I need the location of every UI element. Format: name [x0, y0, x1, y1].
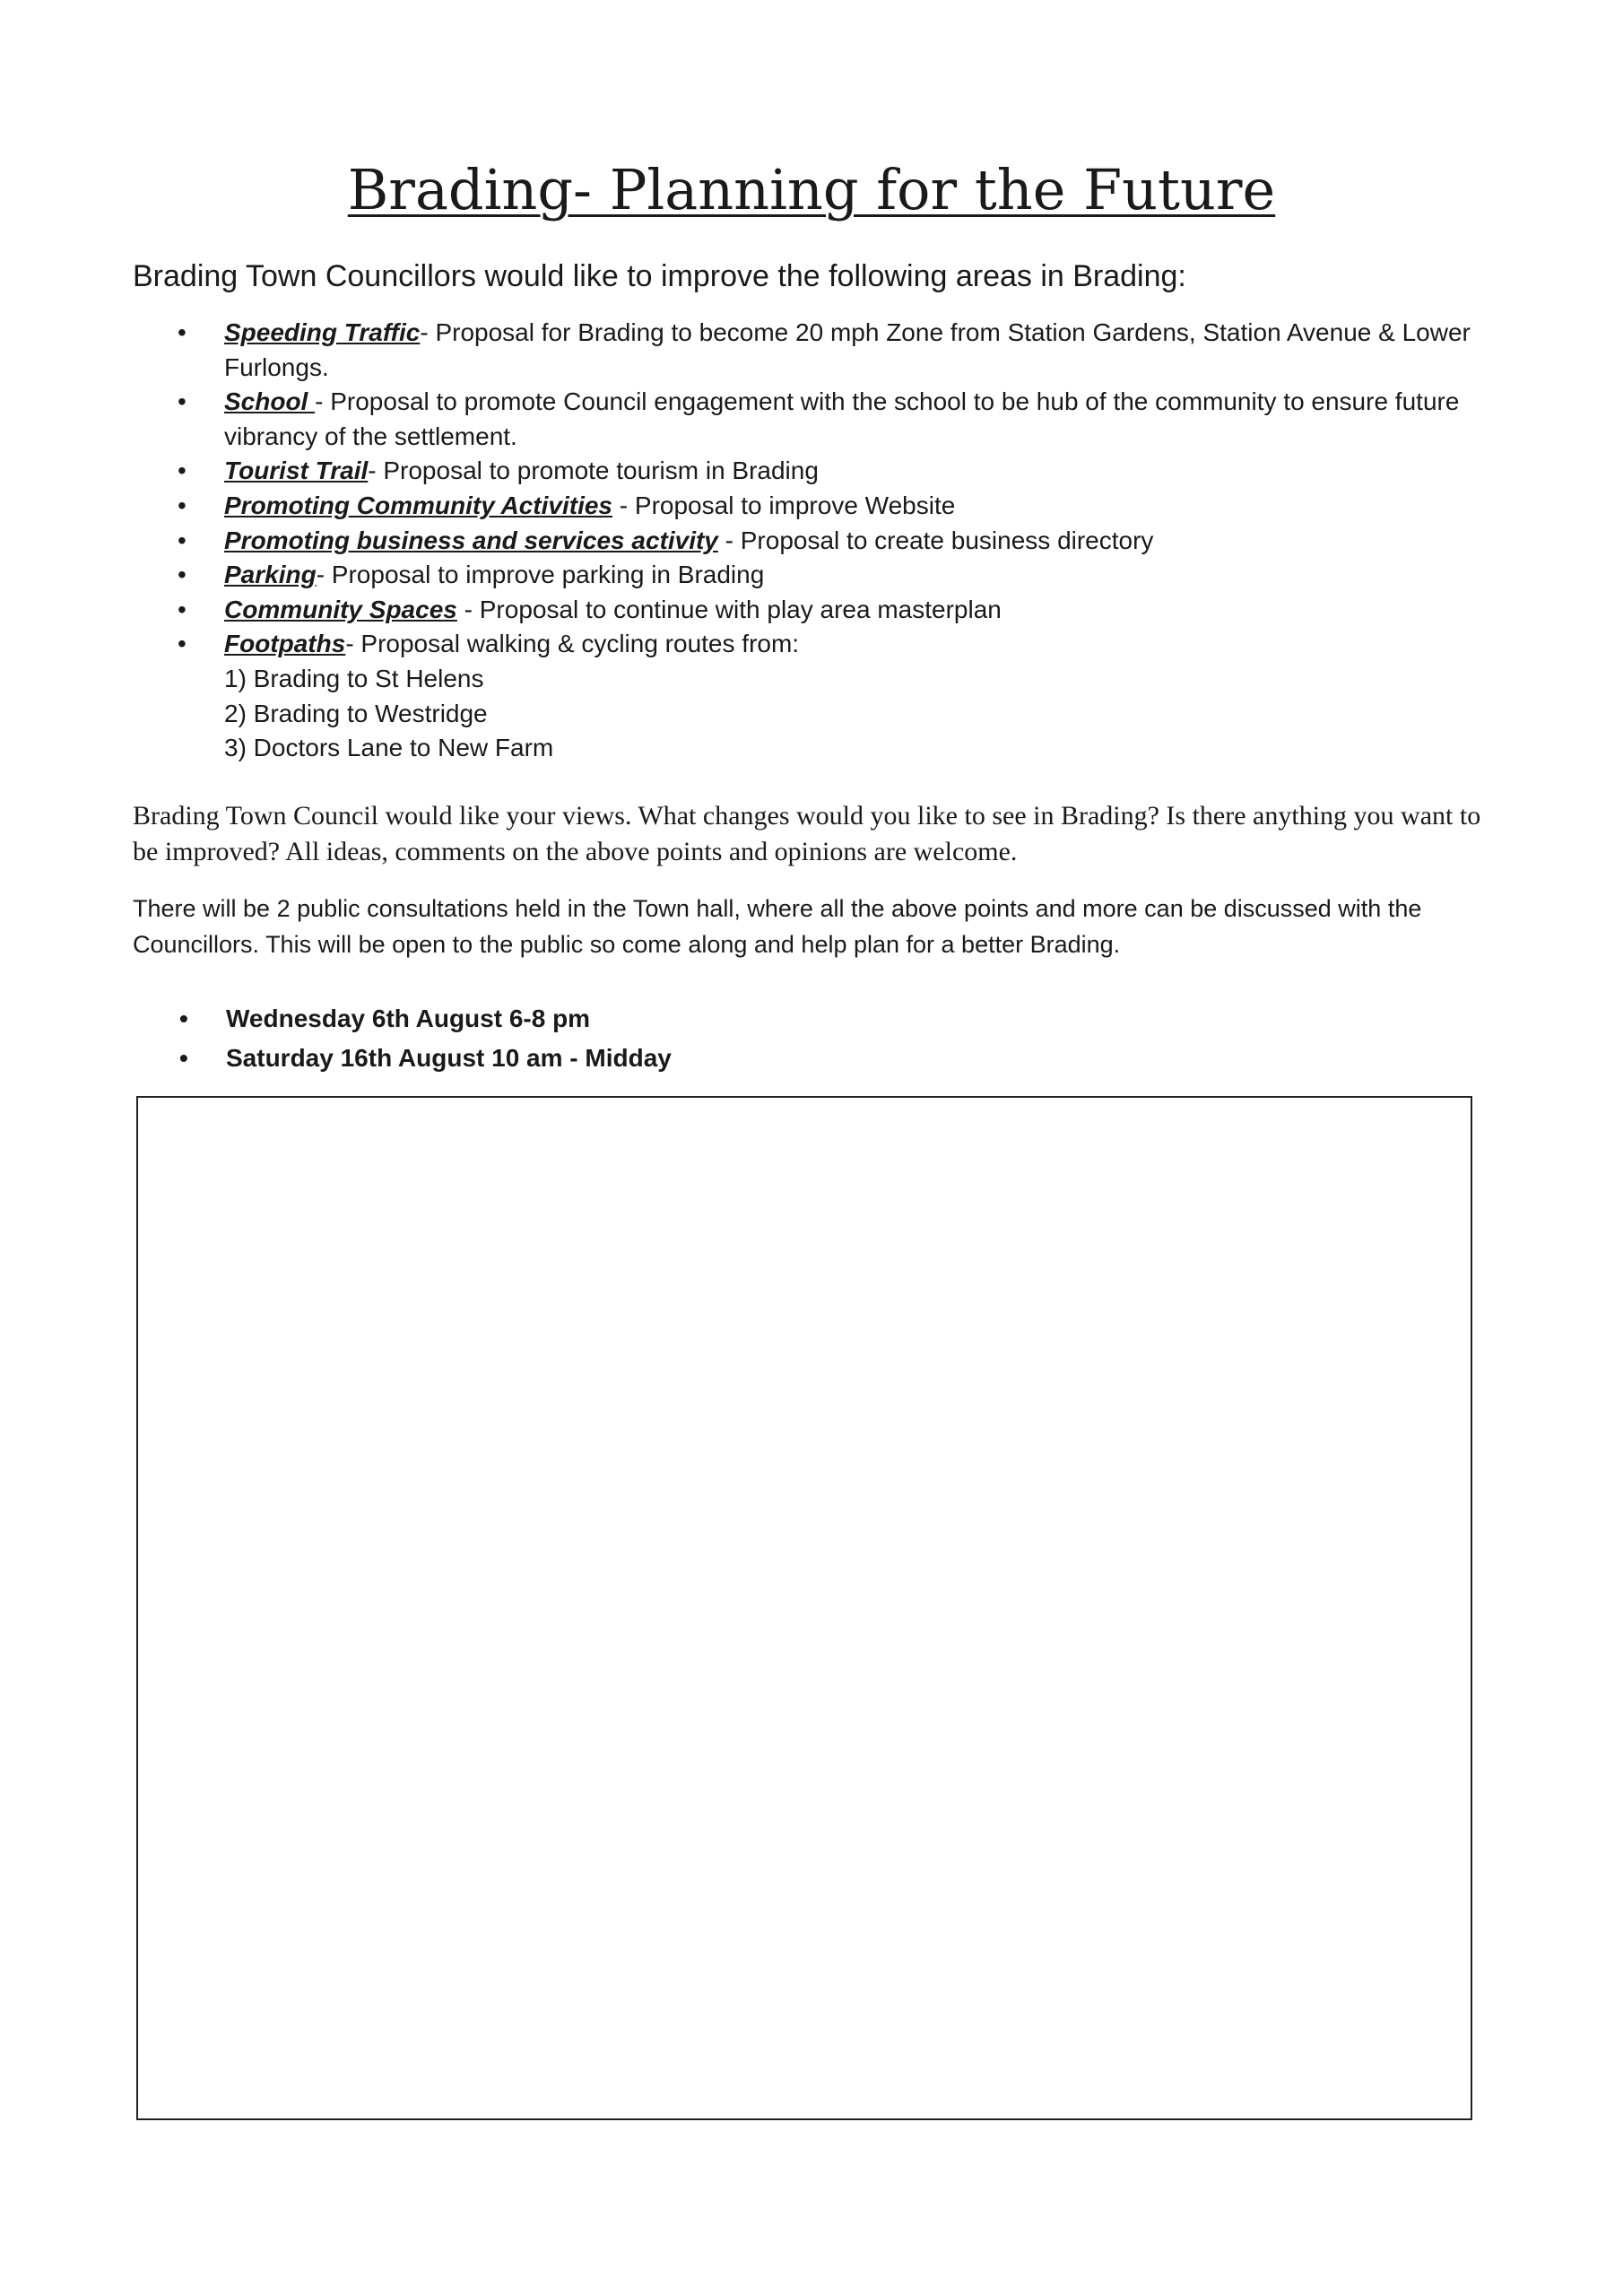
proposal-text: - Proposal to promote tourism in Brading	[368, 457, 819, 485]
proposal-item	[133, 524, 1478, 559]
route-item: 3) Doctors Lane to New Farm	[224, 734, 554, 762]
proposal-item	[133, 593, 1478, 628]
proposal-item	[133, 627, 1478, 765]
consultation-dates	[133, 999, 672, 1078]
proposal-topic: Speeding Traffic	[224, 318, 421, 346]
proposal-topic: School	[224, 387, 316, 416]
views-paragraph: Brading Town Council would like your views. What changes would you like to see in Brading? Is there anything you want to be improved? All ideas, comments on the above points and opinions are welcome.	[133, 801, 1481, 866]
proposal-topic: Community Spaces	[224, 595, 457, 623]
route-item: 1) Brading to St Helens	[224, 664, 484, 692]
proposal-text: - Proposal for Brading to become 20 mph Zone from Station Gardens, Station Avenue & Lower Furlongs.	[224, 318, 1471, 381]
proposal-item	[133, 489, 1478, 524]
proposal-item	[133, 316, 1478, 385]
proposal-text: - Proposal to continue with play area masterplan	[456, 595, 1002, 623]
route-list	[224, 662, 1478, 766]
proposal-item	[133, 454, 1478, 489]
comments-box[interactable]	[136, 1096, 1472, 2120]
proposal-topic: Promoting business and services activity	[224, 526, 718, 554]
consultation-paragraph: There will be 2 public consultations held in the Town hall, where all the above points and more can be discussed with the Councillors. This will be open to the public so come along and help plan for a better Brading.	[133, 895, 1422, 958]
intro-text: Brading Town Councillors would like to improve the following areas in Brading:	[133, 259, 1186, 293]
proposal-topic: Tourist Trail	[224, 457, 369, 485]
proposal-item	[133, 558, 1478, 593]
proposal-topic: Promoting Community Activities	[224, 491, 613, 519]
proposal-text: - Proposal to improve Website	[612, 491, 956, 519]
proposal-text: - Proposal to promote Council engagement with the school to be hub of the community to ensure future vibrancy of the settlement.	[224, 387, 1460, 450]
proposal-topic: Parking	[224, 561, 317, 589]
proposal-topic: Footpaths	[224, 630, 346, 658]
proposal-text: - Proposal walking & cycling routes from:	[345, 630, 800, 658]
route-item: 2) Brading to Westridge	[224, 699, 488, 727]
proposal-item	[133, 385, 1478, 454]
proposal-text: - Proposal to create business directory	[717, 526, 1154, 554]
proposal-text: - Proposal to improve parking in Brading	[316, 561, 765, 589]
date-item: • Wednesday 6th August 6-8 pm	[133, 999, 672, 1039]
page-title: Brading- Planning for the Future	[347, 157, 1276, 222]
proposal-list	[133, 316, 1478, 766]
date-item: • Saturday 16th August 10 am - Midday	[133, 1039, 672, 1078]
